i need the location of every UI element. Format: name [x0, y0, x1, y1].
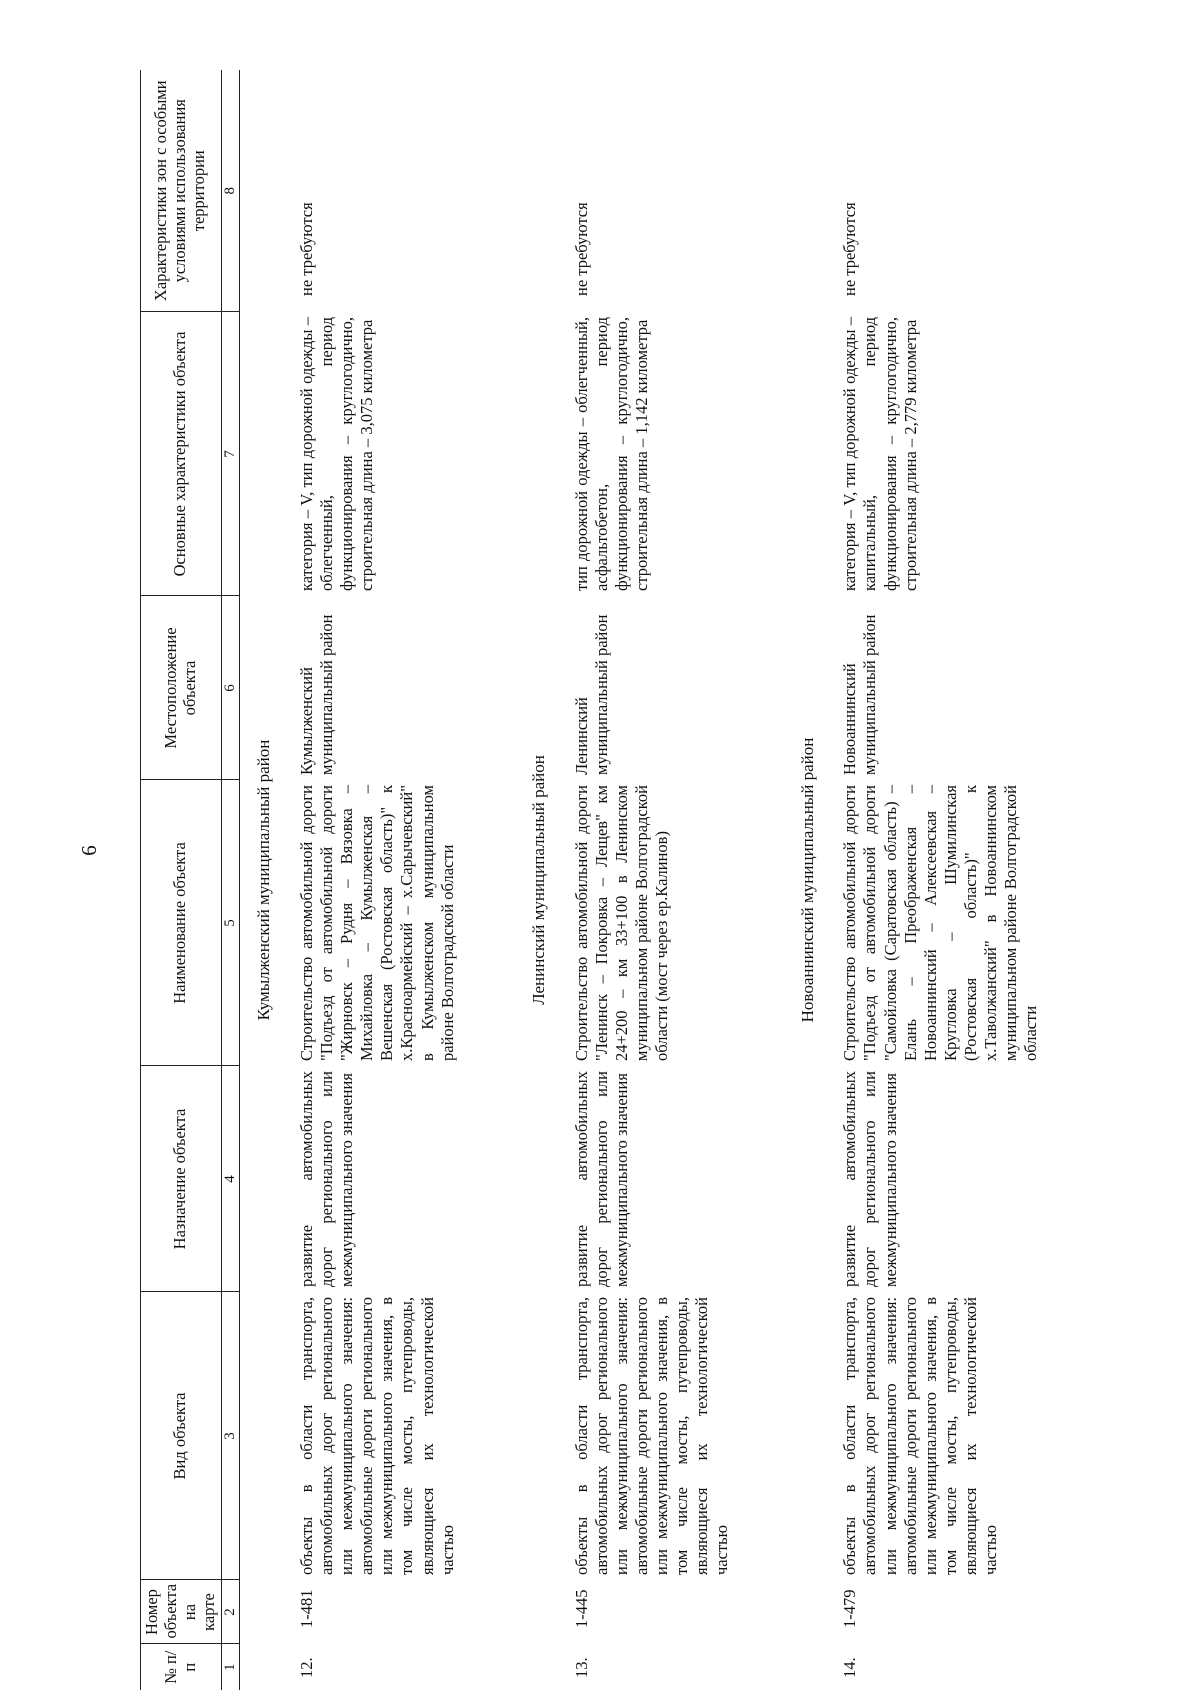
- table-row: [830, 70, 1058, 1690]
- object-name: Строительство автомобильной дороги "Подъезд от автомобильной дороги "Самойловка (Саратовская область) – Елань – Преображенская – Новоаннинский – Алексеевская – Кругловка – Шумилинская (Ростовская область)" к х.Таволжанский" в Новоаннинском муниципальном районе Волгоградской области: [840, 785, 1041, 1061]
- column-number: 8: [221, 70, 239, 312]
- district-heading: Новоаннинский муниципальный район: [797, 737, 817, 1023]
- object-type: объекты в области транспорта, автомобильных дорог регионального или межмуниципального значения: автомобильные дороги регионального или межмуниципального значения, в том числе мосты, путепроводы, являющиеся их технологической частью: [571, 1297, 732, 1575]
- header-cell: Наименование объекта: [141, 780, 222, 1066]
- object-characteristics: тип дорожной одежды – облегченный, асфальтобетон, период функционирования – круглогодично, строительная длина – 1,142 километра: [571, 317, 651, 591]
- objects-table: [140, 70, 1058, 1690]
- table-header-row: [141, 70, 222, 1690]
- column-number: 5: [221, 780, 239, 1066]
- header-cell: Назначение объекта: [141, 1066, 222, 1292]
- header-cell: Основные характеристики объекта: [141, 312, 222, 596]
- district-heading-row: [240, 70, 287, 1690]
- district-heading: Кумылженский муниципальный район: [254, 739, 274, 1021]
- column-number: 4: [221, 1066, 239, 1292]
- object-purpose: развитие автомобильных дорог регионального или межмуниципального значения: [840, 1071, 900, 1287]
- rotated-table-frame: [140, 70, 1162, 1690]
- zone-characteristics: не требуются: [840, 202, 860, 296]
- page-number: 6: [76, 845, 101, 856]
- row-number: 14.: [840, 1657, 860, 1678]
- column-number: 7: [221, 312, 239, 596]
- object-purpose: развитие автомобильных дорог регионального или межмуниципального значения: [571, 1071, 631, 1287]
- object-location: Ленинский муниципальный район: [571, 614, 611, 775]
- object-type: объекты в области транспорта, автомобильных дорог регионального или межмуниципального значения: автомобильные дороги регионального или межмуниципального значения, в том числе мосты, путепроводы, являющиеся их технологической частью: [296, 1297, 457, 1575]
- district-heading: Ленинский муниципальный район: [528, 755, 548, 1005]
- column-number: 6: [221, 596, 239, 780]
- object-purpose: развитие автомобильных дорог регионального или межмуниципального значения: [296, 1071, 357, 1287]
- header-cell: № п/п: [141, 1644, 222, 1690]
- header-cell: Местоположение объекта: [141, 596, 222, 780]
- zone-characteristics: не требуются: [296, 202, 316, 296]
- object-characteristics: категория – V, тип дорожной одежды – облегченный, период функционирования – круглогодично, строительная длина – 3,075 километра: [296, 317, 377, 591]
- district-heading-row: [784, 70, 831, 1690]
- header-cell: Характеристики зон с особыми условиями использования территории: [141, 70, 222, 312]
- object-location: Новоаннинский муниципальный район: [840, 614, 880, 775]
- district-heading-row: [515, 70, 562, 1690]
- object-location: Кумылженский муниципальный район: [296, 614, 336, 775]
- map-object-code: 1-479: [840, 1589, 860, 1628]
- column-number: 2: [221, 1580, 239, 1644]
- zone-characteristics: не требуются: [571, 202, 591, 296]
- table-row: [287, 70, 515, 1690]
- object-name: Строительство автомобильной дороги "Подъезд от автомобильной дороги "Жирновск – Рудня – Вязовка – Михайловка – Кумылженская – Вешенская (Ростовская область)" к х.Красноармейский – х.Сарычевский" в Кумылженском муниципальном районе Волгоградской области: [296, 785, 457, 1061]
- row-number: 12.: [296, 1657, 316, 1678]
- object-type: объекты в области транспорта, автомобильных дорог регионального или межмуниципального значения: автомобильные дороги регионального или межмуниципального значения, в том числе мосты, путепроводы, являющиеся их технологической частью: [840, 1297, 1001, 1575]
- object-characteristics: категория – V, тип дорожной одежды – капитальный, период функционирования – круглогодично, строительная длина – 2,779 километра: [840, 317, 920, 591]
- map-object-code: 1-445: [571, 1589, 591, 1628]
- header-cell: Вид объекта: [141, 1292, 222, 1580]
- map-object-code: 1-481: [296, 1589, 316, 1628]
- table-row: [562, 70, 784, 1690]
- header-cell: Номер объекта на карте: [141, 1580, 222, 1644]
- column-number: 1: [221, 1644, 239, 1690]
- object-name: Строительство автомобильной дороги "Ленинск – Покровка – Лещев" км 24+200 – км 33+100 в Ленинском муниципальном районе Волгоградской области (мост через ер.Калинов): [571, 785, 672, 1061]
- column-number: 3: [221, 1292, 239, 1580]
- row-number: 13.: [571, 1657, 591, 1678]
- column-number-row: [221, 70, 239, 1690]
